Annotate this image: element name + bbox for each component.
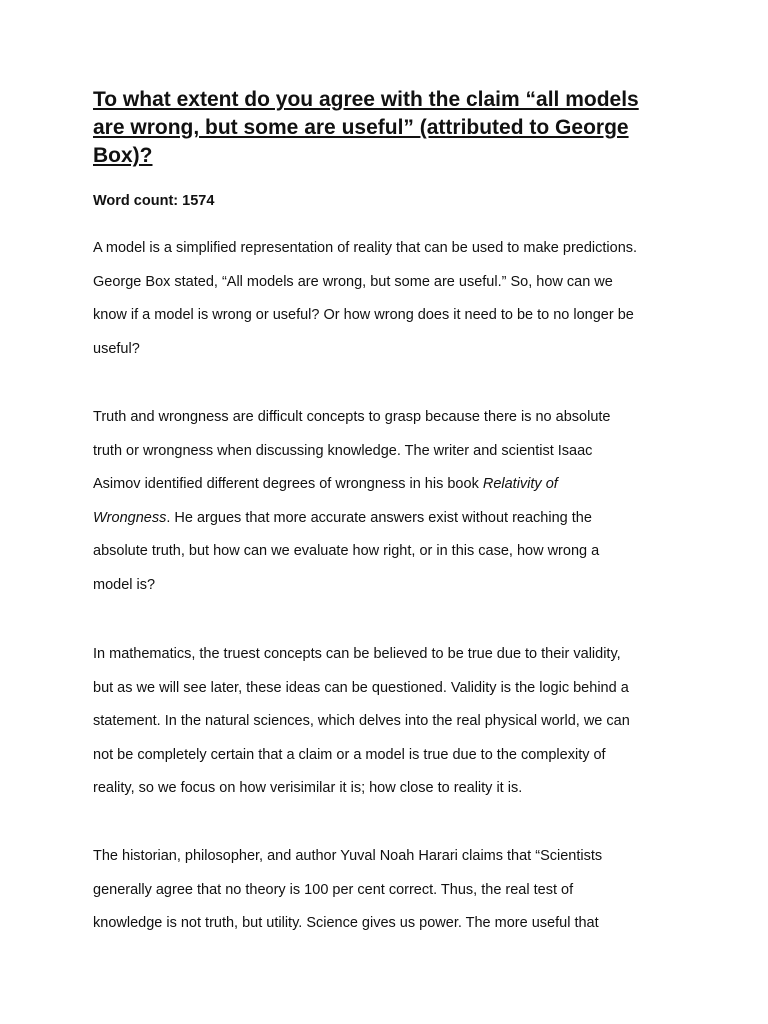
paragraph-1 [93, 232, 683, 366]
paragraph-line: The historian, philosopher, and author Yuval Noah Harari claims that “Scientists [93, 848, 603, 864]
paragraph-3 [93, 638, 683, 806]
book-title-part-2: Wrongness [93, 509, 167, 526]
paragraph-line: reality, so we focus on how verisimilar it is; how close to reality it is. [93, 780, 523, 797]
paragraph-line: George Box stated, “All models are wrong, but some are useful.” So, how can we [93, 273, 613, 290]
paragraph-text: . He argues that more accurate answers exist without reaching the [166, 509, 592, 526]
paragraph-text: Asimov identified different degrees of wrongness in his book [93, 476, 483, 493]
paragraph-line: know if a model is wrong or useful? Or how wrong does it need to be to no longer be [93, 307, 634, 324]
paragraph-line: but as we will see later, these ideas can be questioned. Validity is the logic behind a [93, 679, 629, 696]
paragraph-line: not be completely certain that a claim or a model is true due to the complexity of [93, 746, 606, 763]
paragraph-line: Truth and wrongness are difficult concepts to grasp because there is no absolute [93, 409, 611, 425]
paragraph-line: absolute truth, but how can we evaluate how right, or in this case, how wrong a [93, 543, 600, 560]
paragraph-line: In mathematics, the truest concepts can be believed to be true due to their validity, [93, 646, 621, 662]
paragraph-line: useful? [93, 340, 140, 357]
document-page [93, 86, 683, 932]
paragraph-line: generally agree that no theory is 100 per cent correct. Thus, the real test of [93, 881, 574, 898]
paragraph-line: A model is a simplified representation of reality that can be used to make predictions. [93, 240, 638, 256]
word-count: Word count: 1574 [93, 193, 215, 209]
paragraph-line: truth or wrongness when discussing knowledge. The writer and scientist Isaac [93, 442, 593, 459]
paragraph-4 [93, 840, 683, 941]
paragraph-line: statement. In the natural sciences, which delves into the real physical world, we can [93, 713, 630, 730]
paragraph-line [93, 502, 683, 536]
essay-title: To what extent do you agree with the claim “all models are wrong, but some are useful” (attributed to George Box)? [93, 88, 639, 167]
paragraph-line [93, 468, 683, 502]
book-title-part-1: Relativity of [482, 476, 558, 493]
paragraph-line: knowledge is not truth, but utility. Science gives us power. The more useful that [93, 915, 599, 932]
paragraph-line: model is? [93, 576, 156, 593]
paragraph-2 [93, 401, 683, 603]
